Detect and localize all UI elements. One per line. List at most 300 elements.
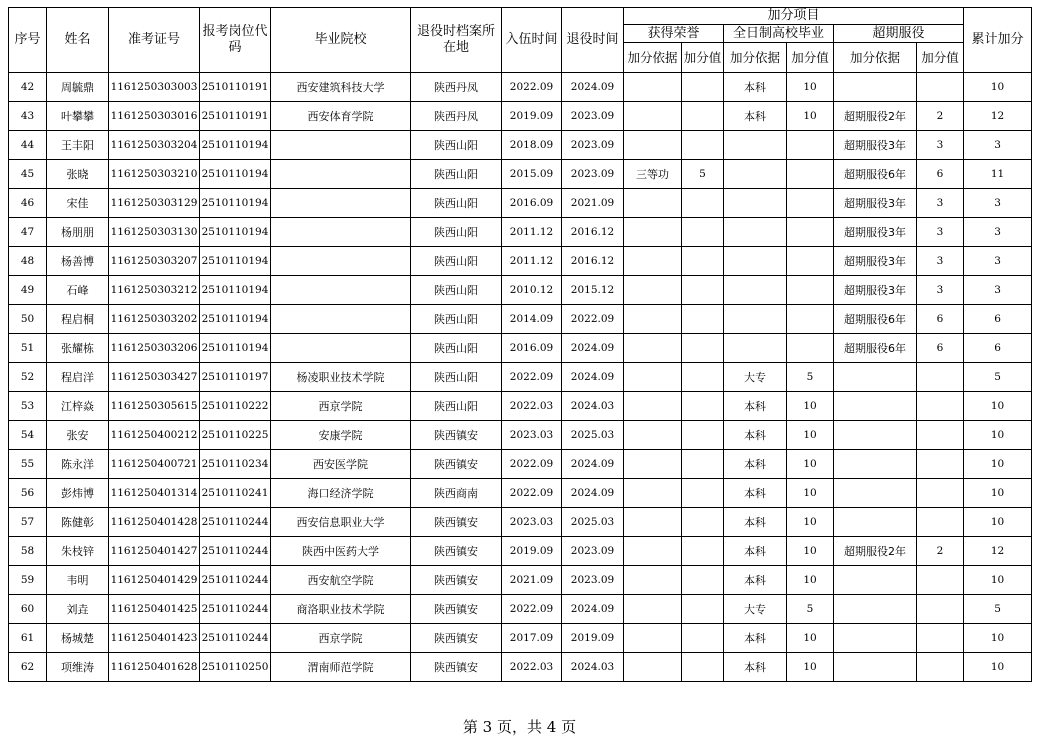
cell-overtime-value: 3 [917,189,964,218]
cell-name: 王丰阳 [47,131,109,160]
cell-college-basis: 本科 [724,566,787,595]
cell-honor-value [682,247,724,276]
cell-college-value: 10 [787,73,834,102]
cell-school [271,131,411,160]
cell-total: 6 [964,334,1032,363]
cell-school: 西安信息职业大学 [271,508,411,537]
cell-college-value: 10 [787,624,834,653]
cell-college-basis [724,334,787,363]
table-row [9,218,1032,247]
cell-archive: 陕西山阳 [411,305,502,334]
cell-total: 10 [964,392,1032,421]
cell-overtime-basis [834,479,917,508]
cell-retire: 2023.09 [562,102,624,131]
cell-honor-basis [624,247,682,276]
cell-school: 渭南师范学院 [271,653,411,682]
cell-honor-basis [624,276,682,305]
cell-enlist: 2023.03 [502,508,562,537]
cell-college-value [787,305,834,334]
cell-enlist: 2011.12 [502,218,562,247]
cell-college-value [787,189,834,218]
table-row [9,102,1032,131]
cell-archive: 陕西镇安 [411,508,502,537]
cell-honor-value [682,218,724,247]
cell-school [271,305,411,334]
cell-name: 张安 [47,421,109,450]
cell-college-value [787,276,834,305]
cell-retire: 2023.09 [562,160,624,189]
cell-college-basis: 本科 [724,537,787,566]
cell-seq: 50 [9,305,47,334]
cell-exam-no: 1161250303206 [109,334,200,363]
cell-total: 5 [964,595,1032,624]
cell-retire: 2024.03 [562,392,624,421]
cell-overtime-value [917,508,964,537]
page-footer: 第 3 页，共 4 页 [462,718,577,736]
cell-enlist: 2022.09 [502,595,562,624]
cell-archive: 陕西山阳 [411,131,502,160]
cell-enlist: 2017.09 [502,624,562,653]
cell-total: 10 [964,653,1032,682]
cell-school: 海口经济学院 [271,479,411,508]
cell-school: 西安体育学院 [271,102,411,131]
cell-overtime-basis [834,73,917,102]
cell-archive: 陕西商南 [411,479,502,508]
cell-total: 10 [964,624,1032,653]
table-row [9,73,1032,102]
table-row [9,189,1032,218]
cell-retire: 2016.12 [562,247,624,276]
header-enlist-date: 入伍时间 [502,8,562,73]
cell-college-basis: 本科 [724,653,787,682]
cell-honor-basis [624,131,682,160]
cell-total: 12 [964,102,1032,131]
cell-college-value: 10 [787,421,834,450]
cell-post-code: 2510110244 [200,537,271,566]
cell-retire: 2024.09 [562,334,624,363]
header-post-code: 报考岗位代码 [200,8,271,73]
cell-post-code: 2510110244 [200,595,271,624]
cell-exam-no: 1161250401314 [109,479,200,508]
cell-overtime-basis [834,450,917,479]
cell-archive: 陕西丹凤 [411,102,502,131]
cell-college-value: 10 [787,450,834,479]
cell-honor-basis [624,624,682,653]
cell-college-basis: 本科 [724,392,787,421]
cell-honor-value [682,421,724,450]
cell-exam-no: 1161250303212 [109,276,200,305]
cell-school: 西安医学院 [271,450,411,479]
cell-college-value: 5 [787,363,834,392]
header-overtime-basis: 加分依据 [834,43,917,73]
table-row [9,363,1032,392]
cell-archive: 陕西镇安 [411,566,502,595]
cell-exam-no: 1161250303016 [109,102,200,131]
cell-archive: 陕西山阳 [411,247,502,276]
cell-college-basis [724,247,787,276]
table-row [9,334,1032,363]
cell-college-basis: 本科 [724,421,787,450]
cell-school: 西安航空学院 [271,566,411,595]
cell-seq: 56 [9,479,47,508]
cell-exam-no: 1161250303207 [109,247,200,276]
cell-honor-value [682,537,724,566]
cell-name: 叶攀攀 [47,102,109,131]
cell-post-code: 2510110191 [200,73,271,102]
cell-archive: 陕西山阳 [411,363,502,392]
cell-name: 杨善博 [47,247,109,276]
cell-seq: 51 [9,334,47,363]
cell-name: 张耀栋 [47,334,109,363]
cell-total: 3 [964,247,1032,276]
table-row [9,421,1032,450]
cell-honor-basis [624,73,682,102]
cell-seq: 46 [9,189,47,218]
cell-name: 陈健彰 [47,508,109,537]
cell-total: 5 [964,363,1032,392]
cell-enlist: 2022.03 [502,392,562,421]
cell-seq: 54 [9,421,47,450]
cell-honor-basis [624,392,682,421]
cell-total: 10 [964,421,1032,450]
cell-total: 11 [964,160,1032,189]
cell-overtime-value [917,421,964,450]
cell-archive: 陕西山阳 [411,276,502,305]
cell-exam-no: 1161250305615 [109,392,200,421]
cell-college-value: 5 [787,595,834,624]
cell-college-value: 10 [787,537,834,566]
score-table [8,7,1032,682]
cell-archive: 陕西山阳 [411,160,502,189]
cell-honor-value [682,508,724,537]
cell-overtime-value: 3 [917,218,964,247]
cell-college-value [787,160,834,189]
cell-overtime-basis: 超期服役2年 [834,537,917,566]
cell-school [271,189,411,218]
cell-name: 周毓鼎 [47,73,109,102]
header-bonus-items: 加分项目 [624,8,964,25]
cell-post-code: 2510110241 [200,479,271,508]
cell-college-value: 10 [787,392,834,421]
cell-overtime-value: 2 [917,537,964,566]
cell-college-basis: 大专 [724,595,787,624]
cell-retire: 2025.03 [562,421,624,450]
cell-exam-no: 1161250303204 [109,131,200,160]
cell-retire: 2023.09 [562,131,624,160]
header-name: 姓名 [47,8,109,73]
cell-name: 杨朋朋 [47,218,109,247]
cell-name: 朱枝锌 [47,537,109,566]
cell-name: 刘垚 [47,595,109,624]
cell-archive: 陕西镇安 [411,653,502,682]
header-overtime: 超期服役 [834,25,964,43]
cell-overtime-basis [834,653,917,682]
cell-archive: 陕西镇安 [411,595,502,624]
cell-post-code: 2510110197 [200,363,271,392]
cell-post-code: 2510110244 [200,566,271,595]
cell-school: 杨凌职业技术学院 [271,363,411,392]
table-row [9,305,1032,334]
table-row [9,276,1032,305]
cell-post-code: 2510110194 [200,218,271,247]
cell-honor-basis [624,334,682,363]
cell-college-basis [724,160,787,189]
cell-college-basis: 本科 [724,624,787,653]
cell-overtime-value [917,73,964,102]
cell-enlist: 2019.09 [502,102,562,131]
cell-overtime-basis: 超期服役3年 [834,218,917,247]
cell-enlist: 2016.09 [502,334,562,363]
cell-honor-value [682,189,724,218]
cell-honor-value [682,102,724,131]
cell-total: 10 [964,508,1032,537]
cell-overtime-value: 6 [917,160,964,189]
cell-college-value [787,131,834,160]
cell-enlist: 2022.09 [502,479,562,508]
cell-archive: 陕西山阳 [411,334,502,363]
cell-seq: 55 [9,450,47,479]
cell-overtime-basis [834,624,917,653]
cell-archive: 陕西镇安 [411,450,502,479]
cell-total: 10 [964,450,1032,479]
cell-seq: 62 [9,653,47,682]
cell-college-value: 10 [787,653,834,682]
cell-overtime-value [917,392,964,421]
cell-school: 西京学院 [271,624,411,653]
cell-archive: 陕西镇安 [411,537,502,566]
cell-college-basis: 本科 [724,450,787,479]
cell-archive: 陕西山阳 [411,218,502,247]
table-row [9,160,1032,189]
cell-college-basis: 大专 [724,363,787,392]
cell-total: 3 [964,189,1032,218]
cell-retire: 2022.09 [562,305,624,334]
cell-school [271,160,411,189]
cell-name: 张晓 [47,160,109,189]
cell-honor-basis [624,421,682,450]
cell-name: 陈永洋 [47,450,109,479]
cell-enlist: 2023.03 [502,421,562,450]
cell-honor-basis [624,566,682,595]
cell-honor-value [682,131,724,160]
cell-honor-value [682,624,724,653]
cell-college-basis: 本科 [724,73,787,102]
cell-college-value [787,247,834,276]
cell-name: 项维涛 [47,653,109,682]
cell-exam-no: 1161250400212 [109,421,200,450]
cell-overtime-value: 3 [917,247,964,276]
cell-seq: 61 [9,624,47,653]
cell-total: 10 [964,479,1032,508]
cell-overtime-basis [834,363,917,392]
cell-enlist: 2016.09 [502,189,562,218]
cell-overtime-value [917,566,964,595]
cell-retire: 2024.09 [562,450,624,479]
cell-overtime-basis: 超期服役3年 [834,247,917,276]
cell-overtime-value [917,479,964,508]
cell-retire: 2021.09 [562,189,624,218]
cell-overtime-value [917,653,964,682]
cell-school [271,276,411,305]
cell-enlist: 2021.09 [502,566,562,595]
cell-college-value: 10 [787,508,834,537]
cell-total: 12 [964,537,1032,566]
header-college-value: 加分值 [787,43,834,73]
cell-college-basis: 本科 [724,508,787,537]
cell-honor-basis: 三等功 [624,160,682,189]
cell-honor-basis [624,189,682,218]
header-archive-location: 退役时档案所在地 [411,8,502,73]
cell-overtime-value [917,363,964,392]
cell-honor-value [682,363,724,392]
cell-seq: 49 [9,276,47,305]
cell-post-code: 2510110194 [200,189,271,218]
cell-archive: 陕西山阳 [411,392,502,421]
cell-exam-no: 1161250303003 [109,73,200,102]
cell-enlist: 2015.09 [502,160,562,189]
cell-post-code: 2510110194 [200,247,271,276]
cell-enlist: 2014.09 [502,305,562,334]
cell-honor-basis [624,450,682,479]
cell-overtime-basis: 超期服役2年 [834,102,917,131]
cell-post-code: 2510110194 [200,334,271,363]
table-row [9,450,1032,479]
cell-overtime-basis: 超期服役3年 [834,131,917,160]
cell-overtime-basis [834,421,917,450]
cell-enlist: 2011.12 [502,247,562,276]
cell-seq: 45 [9,160,47,189]
cell-honor-basis [624,305,682,334]
cell-post-code: 2510110225 [200,421,271,450]
cell-enlist: 2022.09 [502,450,562,479]
cell-retire: 2024.09 [562,595,624,624]
cell-post-code: 2510110250 [200,653,271,682]
cell-honor-basis [624,363,682,392]
cell-post-code: 2510110244 [200,508,271,537]
cell-honor-basis [624,102,682,131]
cell-school: 陕西中医药大学 [271,537,411,566]
cell-school: 商洛职业技术学院 [271,595,411,624]
cell-overtime-basis: 超期服役3年 [834,276,917,305]
cell-college-value [787,334,834,363]
cell-name: 石峰 [47,276,109,305]
cell-seq: 60 [9,595,47,624]
table-row [9,566,1032,595]
cell-college-basis: 本科 [724,102,787,131]
cell-post-code: 2510110194 [200,276,271,305]
cell-enlist: 2022.09 [502,73,562,102]
cell-honor-value: 5 [682,160,724,189]
cell-college-basis [724,218,787,247]
cell-retire: 2024.09 [562,73,624,102]
cell-honor-basis [624,653,682,682]
cell-honor-value [682,276,724,305]
cell-exam-no: 1161250400721 [109,450,200,479]
cell-school: 西安建筑科技大学 [271,73,411,102]
cell-honor-basis [624,479,682,508]
cell-overtime-basis [834,595,917,624]
cell-overtime-value: 3 [917,131,964,160]
cell-seq: 53 [9,392,47,421]
header-college-basis: 加分依据 [724,43,787,73]
cell-retire: 2016.12 [562,218,624,247]
table-row [9,624,1032,653]
table-row [9,595,1032,624]
cell-seq: 44 [9,131,47,160]
cell-post-code: 2510110191 [200,102,271,131]
cell-overtime-basis [834,566,917,595]
cell-retire: 2024.09 [562,479,624,508]
cell-exam-no: 1161250303130 [109,218,200,247]
cell-total: 6 [964,305,1032,334]
cell-retire: 2025.03 [562,508,624,537]
cell-post-code: 2510110194 [200,160,271,189]
cell-honor-basis [624,218,682,247]
header-college: 全日制高校毕业 [724,25,834,43]
cell-overtime-basis: 超期服役6年 [834,334,917,363]
cell-enlist: 2019.09 [502,537,562,566]
cell-overtime-value [917,450,964,479]
cell-college-basis [724,305,787,334]
cell-archive: 陕西丹凤 [411,73,502,102]
cell-overtime-value: 6 [917,305,964,334]
cell-college-value [787,218,834,247]
cell-college-value: 10 [787,102,834,131]
cell-college-value: 10 [787,566,834,595]
cell-retire: 2024.03 [562,653,624,682]
cell-total: 10 [964,73,1032,102]
table-row [9,131,1032,160]
cell-exam-no: 1161250303129 [109,189,200,218]
table-row [9,537,1032,566]
cell-exam-no: 1161250303202 [109,305,200,334]
header-overtime-value: 加分值 [917,43,964,73]
cell-overtime-value [917,595,964,624]
cell-enlist: 2022.09 [502,363,562,392]
cell-seq: 47 [9,218,47,247]
cell-honor-value [682,653,724,682]
cell-enlist: 2018.09 [502,131,562,160]
cell-post-code: 2510110222 [200,392,271,421]
cell-overtime-value: 2 [917,102,964,131]
cell-overtime-value: 3 [917,276,964,305]
cell-honor-basis [624,508,682,537]
cell-school [271,247,411,276]
cell-exam-no: 1161250303210 [109,160,200,189]
cell-seq: 42 [9,73,47,102]
cell-retire: 2023.09 [562,537,624,566]
cell-overtime-value: 6 [917,334,964,363]
cell-college-basis [724,276,787,305]
cell-name: 程启桐 [47,305,109,334]
cell-exam-no: 1161250401428 [109,508,200,537]
cell-honor-basis [624,595,682,624]
cell-total: 10 [964,566,1032,595]
cell-seq: 52 [9,363,47,392]
cell-exam-no: 1161250401427 [109,537,200,566]
header-seq: 序号 [9,8,47,73]
cell-archive: 陕西山阳 [411,189,502,218]
cell-post-code: 2510110234 [200,450,271,479]
cell-honor-value [682,595,724,624]
cell-name: 宋佳 [47,189,109,218]
cell-name: 杨城楚 [47,624,109,653]
cell-archive: 陕西镇安 [411,421,502,450]
cell-seq: 59 [9,566,47,595]
cell-retire: 2023.09 [562,566,624,595]
header-total: 累计加分 [964,8,1032,73]
cell-overtime-basis [834,508,917,537]
